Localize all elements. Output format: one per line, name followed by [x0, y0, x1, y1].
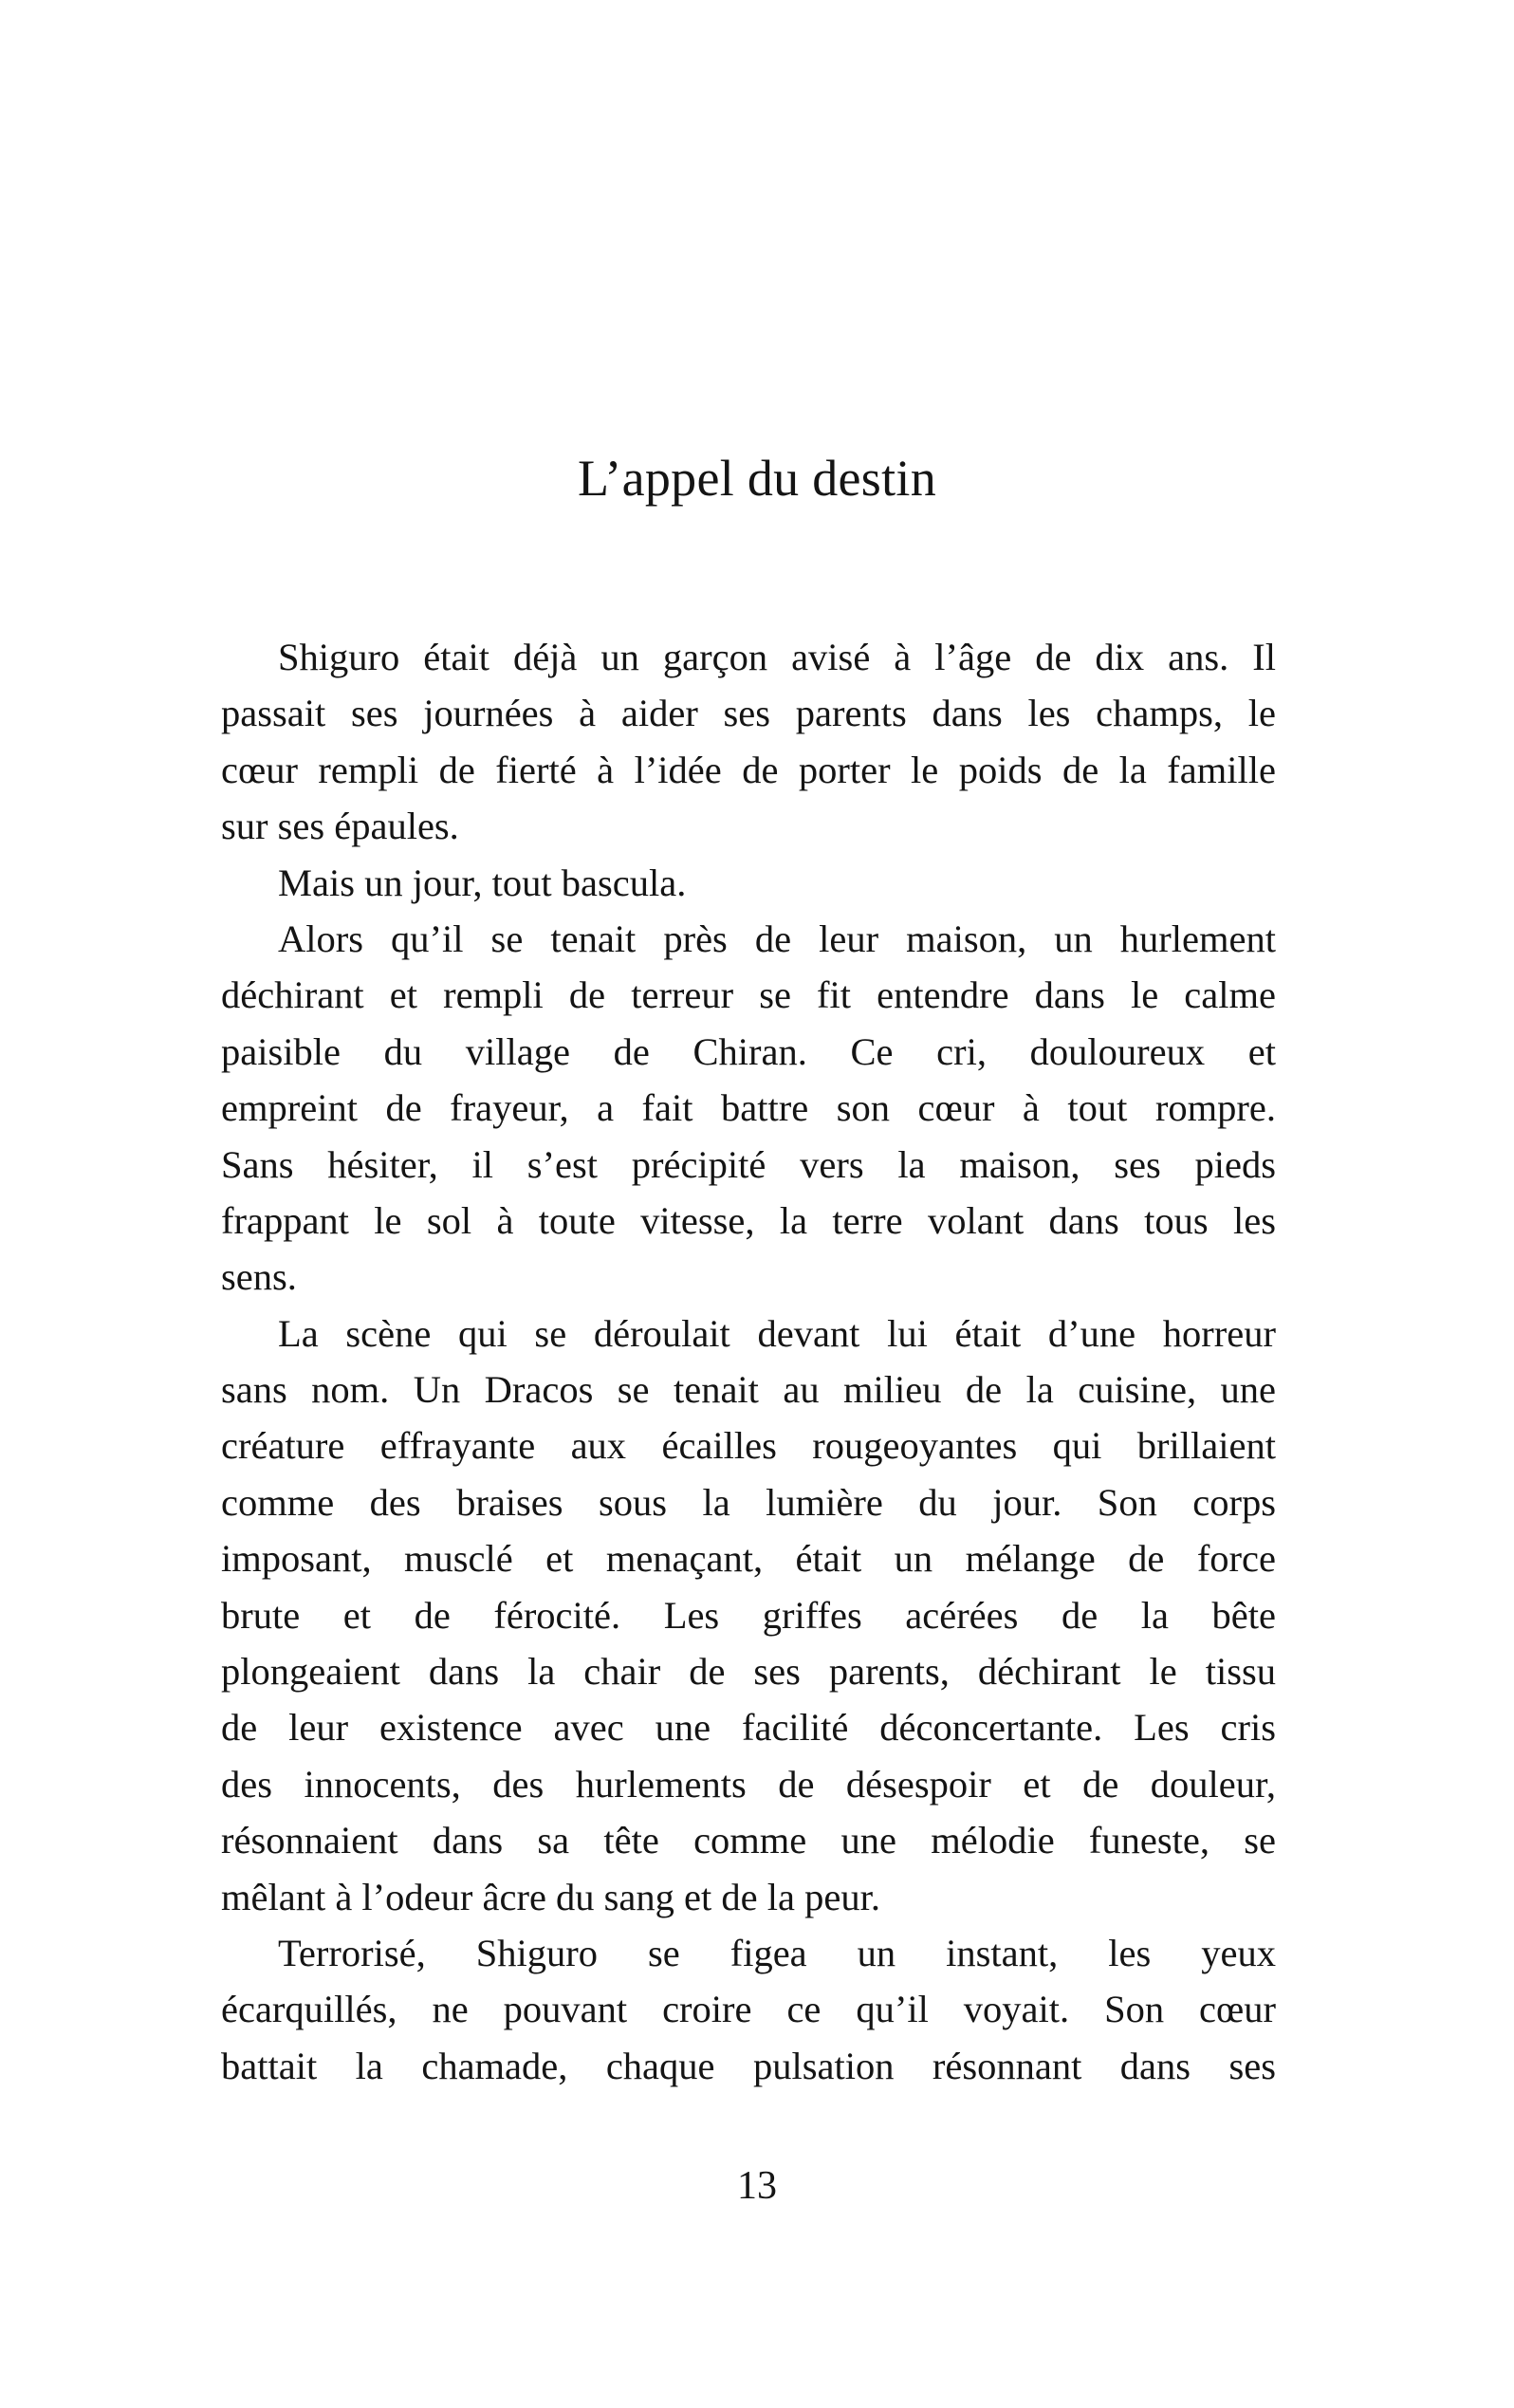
paragraph: [221, 1925, 1276, 2094]
paragraph: [221, 911, 1276, 1306]
paragraph: [221, 1306, 1276, 1925]
text-line: mêlant à l’odeur âcre du sang et de la peur.: [221, 1875, 880, 1918]
text-line: battait la chamade, chaque pulsation résonnant dans ses: [221, 2044, 1276, 2087]
text-line: paisible du village de Chiran. Ce cri, douloureux et: [221, 1029, 1276, 1073]
text-line: frappant le sol à toute vitesse, la terre volant dans tous les: [221, 1198, 1276, 1242]
page-number: 13: [737, 2164, 777, 2208]
text-line: passait ses journées à aider ses parents dans les champs, le: [221, 692, 1276, 735]
text-line: écarquillés, ne pouvant croire ce qu’il voyait. Son cœur: [221, 1988, 1276, 2031]
text-line: résonnaient dans sa tête comme une mélodie funeste, se: [221, 1819, 1276, 1862]
text-line: imposant, musclé et menaçant, était un mélange de force: [221, 1537, 1276, 1581]
text-line: créature effrayante aux écailles rougeoyantes qui brillaient: [221, 1424, 1276, 1468]
text-line: Alors qu’il se tenait près de leur maison, un hurlement: [278, 917, 1276, 960]
text-line: déchirant et rempli de terreur se fit entendre dans le calme: [221, 973, 1276, 1017]
text-line: comme des braises sous la lumière du jour. Son corps: [221, 1480, 1276, 1524]
text-line: plongeaient dans la chair de ses parents, déchirant le tissu: [221, 1650, 1276, 1694]
text-line: brute et de férocité. Les griffes acérées de la bête: [221, 1593, 1276, 1637]
text-line: Terrorisé, Shiguro se figea un instant, les yeux: [278, 1931, 1276, 1974]
text-line: sens.: [221, 1255, 297, 1299]
text-line: cœur rempli de fierté à l’idée de porter le poids de la famille: [221, 748, 1276, 791]
text-line: Shiguro était déjà un garçon avisé à l’âge de dix ans. Il: [278, 636, 1276, 678]
paragraph: [221, 629, 1276, 855]
chapter-body: [221, 629, 1276, 2094]
text-line: sans nom. Un Dracos se tenait au milieu de la cuisine, une: [221, 1368, 1276, 1412]
paragraph: [221, 855, 1276, 911]
text-line: La scène qui se déroulait devant lui était d’une horreur: [278, 1311, 1276, 1355]
chapter-title: L’appel du destin: [577, 450, 937, 507]
text-line: sur ses épaules.: [221, 805, 459, 848]
text-line: empreint de frayeur, a fait battre son cœur à tout rompre.: [221, 1086, 1276, 1130]
text-line: Mais un jour, tout bascula.: [278, 861, 687, 904]
text-line: Sans hésiter, il s’est précipité vers la maison, ses pieds: [221, 1142, 1276, 1186]
text-line: de leur existence avec une facilité déconcertante. Les cris: [221, 1706, 1276, 1750]
text-line: des innocents, des hurlements de désespoir et de douleur,: [221, 1762, 1276, 1806]
